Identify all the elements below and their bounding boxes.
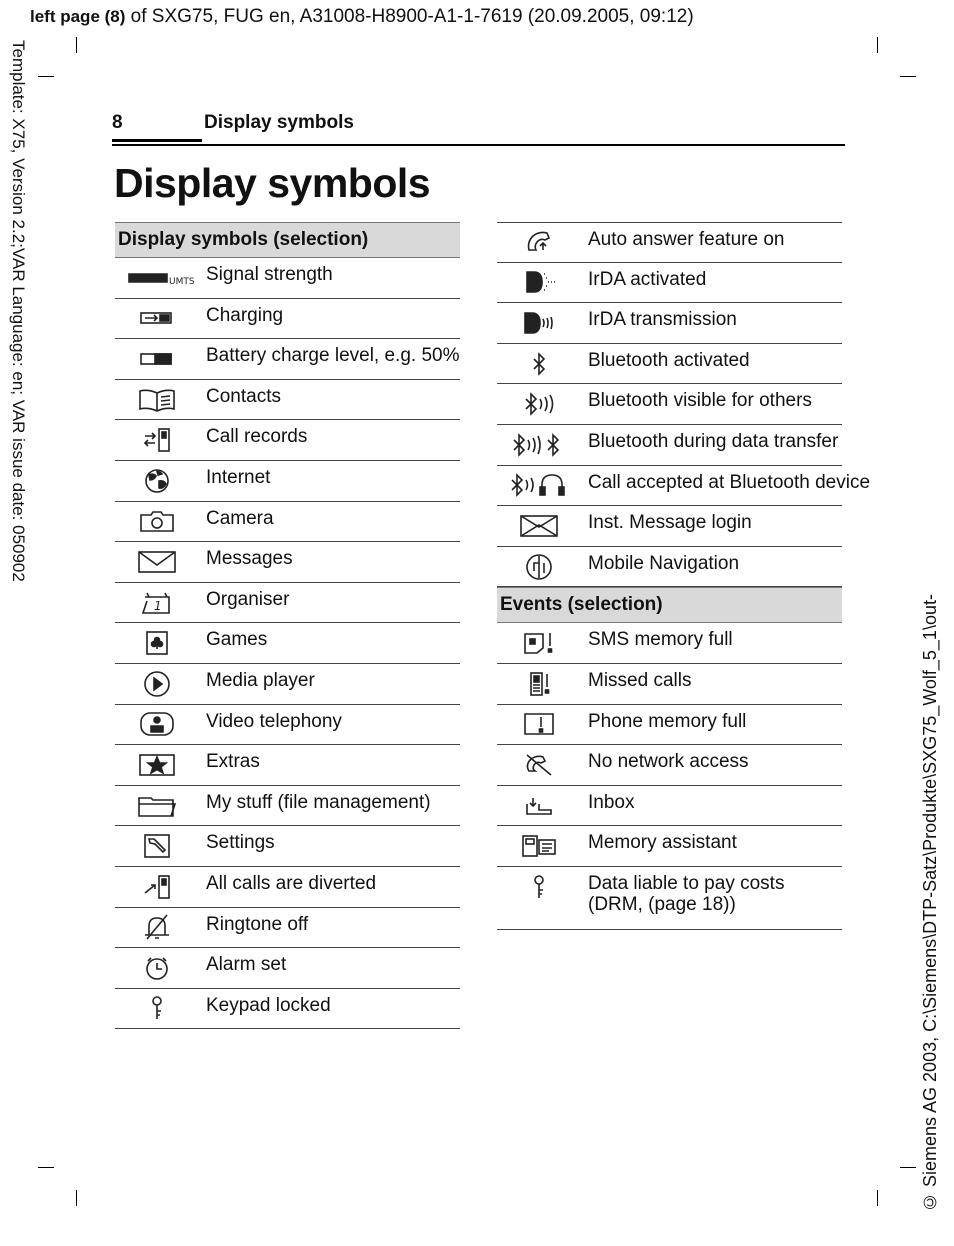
table-row [497,826,842,867]
table-row [115,908,460,949]
svg-text:UMTS: UMTS [169,276,195,287]
imprint-header [30,6,694,28]
video-telephony-icon [135,710,179,738]
camera-icon [135,507,179,535]
symbol-label: Extras [206,751,260,773]
table-row [497,425,842,466]
table-row [497,786,842,827]
symbol-label [588,873,784,915]
table-row [115,380,460,421]
symbol-label: My stuff (file management) [206,791,431,813]
wrench-icon [135,832,179,860]
table-row [497,547,842,588]
crop-mark [76,37,77,53]
bluetooth-visible-icon [517,390,561,418]
table-row [115,258,460,299]
table-row [115,339,460,380]
symbol-label: Video telephony [206,710,342,732]
symbol-label: Missed calls [588,669,692,691]
table-row [115,948,460,989]
table-row [115,786,460,827]
symbol-label: Games [206,629,268,651]
symbol-label: IrDA activated [588,268,707,290]
sms-memory-full-icon [517,629,561,657]
crop-mark [76,1190,77,1206]
table-row [115,461,460,502]
alarm-clock-icon [135,954,179,982]
symbol-label: Camera [206,507,274,529]
table-row [497,466,871,507]
table-row [115,420,460,461]
table-row [115,299,460,340]
symbol-label: Messages [206,548,293,570]
phone-memory-full-icon [517,710,561,738]
organiser-icon [135,589,179,617]
symbol-label: Settings [206,832,275,854]
template-side-note: Template: X75, Version 2.2;VAR Language: en; VAR issue date: 050902 [9,40,28,582]
symbol-label-line1: Data liable to pay costs [588,872,785,894]
bluetooth-icon [517,350,561,378]
symbol-label: Call records [206,426,308,448]
symbol-label: Contacts [206,385,281,407]
bell-off-icon [135,913,179,941]
table-row [497,867,842,930]
copyright-side-note: © Siemens AG 2003, C:\Siemens\DTP-Satz\Produkte\SXG75_Wolf_5_1\out- [920,594,940,1212]
crop-mark [900,1167,916,1168]
symbol-label: Auto answer feature on [588,229,785,250]
symbol-label: All calls are diverted [206,872,377,894]
key-icon [135,994,179,1022]
symbol-label: Internet [206,466,271,488]
table-row [115,745,460,786]
table-row [115,583,460,624]
symbol-label: Bluetooth activated [588,349,750,371]
symbol-label: Mobile Navigation [588,552,740,574]
bluetooth-headset-icon [509,471,569,499]
bluetooth-transfer-icon [511,431,567,459]
symbol-label: Inst. Message login [588,512,752,534]
media-player-icon [135,670,179,698]
crop-mark [877,1190,878,1206]
drm-key-icon [517,873,561,901]
table-row [497,664,842,705]
table-row [115,664,460,705]
right-symbol-table [497,222,871,930]
call-records-icon [135,426,179,454]
symbol-label: Phone memory full [588,710,747,732]
table-row [497,705,842,746]
symbol-label: Battery charge level, e.g. 50% [206,345,460,367]
missed-calls-icon [517,670,561,698]
table-row [497,303,842,344]
symbol-label: Organiser [206,588,290,610]
table-row [115,989,460,1030]
imprint-header-rest: of SXG75, FUG en, A31008-H8900-A1-1-7619 (20.09.2005, 09:12) [125,6,694,27]
symbol-label: Charging [206,304,284,326]
call-divert-icon [135,873,179,901]
page-number-rule [112,139,202,142]
irda-activated-icon [517,268,561,296]
left-symbol-table [115,222,460,1029]
crop-mark [38,76,54,77]
star-icon [135,751,179,779]
contacts-icon [135,386,179,414]
table-row [497,745,842,786]
symbol-label: SMS memory full [588,629,733,651]
table-row [497,344,842,385]
symbol-label: Memory assistant [588,832,737,854]
running-title: Display symbols [204,112,354,133]
crop-mark [900,76,916,77]
charging-icon [135,304,179,332]
games-icon [135,629,179,657]
table-row [497,506,842,547]
symbol-label: Bluetooth visible for others [588,390,812,412]
crop-mark [877,37,878,53]
navigation-icon [517,553,561,581]
imprint-header-bold: left page (8) [30,7,126,26]
symbol-label: Media player [206,669,315,691]
battery-icon [135,345,179,373]
symbol-label: Call accepted at Bluetooth device [588,471,871,493]
page-number: 8 [112,112,123,133]
svg-text:1: 1 [154,598,162,613]
symbol-label: IrDA transmission [588,309,737,331]
symbol-label: Ringtone off [206,913,309,935]
crop-mark [38,1167,54,1168]
table-row [115,542,460,583]
running-header [112,110,845,146]
table-row [497,384,842,425]
folder-icon [135,792,179,820]
table-row [497,263,842,304]
symbol-label: Bluetooth during data transfer [588,430,839,452]
table-row [115,623,460,664]
table-row [497,222,842,263]
symbol-label-line2: (DRM, (page 18)) [588,893,736,915]
symbol-label: No network access [588,751,749,773]
irda-transmission-icon [517,309,561,337]
auto-answer-icon [517,228,561,256]
internet-globe-icon [135,467,179,495]
symbol-label: Alarm set [206,954,287,976]
page-title: Display symbols [114,160,431,206]
instant-message-icon [517,512,561,540]
signal-strength-icon [125,264,195,292]
envelope-icon [135,548,179,576]
no-network-icon [517,751,561,779]
symbol-label: Keypad locked [206,994,331,1016]
section-heading: Display symbols (selection) [115,222,460,258]
table-row [115,867,460,908]
memory-assistant-icon [517,832,561,860]
table-row [497,623,842,664]
table-row [115,826,460,867]
symbol-label: Inbox [588,791,635,813]
table-row [115,705,460,746]
table-row [115,502,460,543]
section-heading: Events (selection) [497,587,842,623]
symbol-label: Signal strength [206,264,333,285]
inbox-icon [517,792,561,820]
